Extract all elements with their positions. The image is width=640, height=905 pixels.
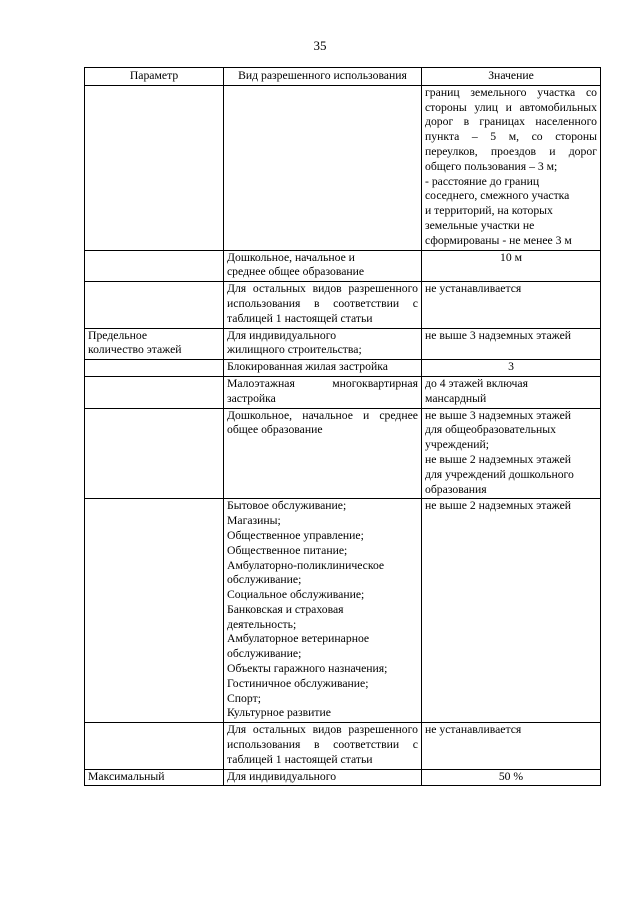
param-cell [85, 723, 224, 769]
value-text: границ земельного участка со стороны улиц и автомобильных дорог в границах населенного пункта – 5 м, со стороны переулков, проездов и дорог общего пользования – 3 м; [425, 85, 597, 173]
page-number: 35 [313, 38, 327, 53]
use-type-cell: Малоэтажная многоквартирная застройка [224, 376, 422, 408]
table-row [85, 499, 601, 723]
value-cell: до 4 этажей включая мансардный [422, 376, 601, 408]
table-row [85, 85, 601, 250]
use-type-cell: Для остальных видов разрешенного использования в соответствии с таблицей 1 настоящей статьи [224, 282, 422, 328]
use-type-cell: Для остальных видов разрешенного использования в соответствии с таблицей 1 настоящей статьи [224, 723, 422, 769]
param-cell: Максимальный [85, 769, 224, 786]
table-row [85, 376, 601, 408]
use-type-cell: Дошкольное, начальное и среднее общее образование [224, 250, 422, 282]
param-cell [85, 499, 224, 723]
header-use-type: Вид разрешенного использования [224, 68, 422, 86]
value-cell: не выше 3 надземных этажей для общеобразовательных учреждений; не выше 2 надземных этажей для учреждений дошкольного образования [422, 408, 601, 499]
value-cell: не устанавливается [422, 723, 601, 769]
use-type-cell: Для индивидуального жилищного строительства; [224, 328, 422, 360]
table-row [85, 723, 601, 769]
param-cell [85, 376, 224, 408]
value-cell: 50 % [422, 769, 601, 786]
table-row [85, 282, 601, 328]
regulations-table [84, 67, 601, 786]
header-param: Параметр [85, 68, 224, 86]
param-cell [85, 282, 224, 328]
use-type-cell: Для индивидуального [224, 769, 422, 786]
value-cell: 10 м [422, 250, 601, 282]
value-cell: 3 [422, 360, 601, 377]
value-text-continued: - расстояние до границ соседнего, смежного участка и территорий, на которых земельные участки не сформированы - не менее 3 м [425, 174, 572, 247]
use-type-cell: Бытовое обслуживание; Магазины; Общественное управление; Общественное питание; Амбулаторно-поликлиническое обслуживание; Социальное обслуживание; Банковская и страховая деятельность; Амбулаторное ветеринарное обслуживание; Объекты гаражного назначения; Гостиничное обслуживание; Спорт; Культурное развитие [224, 499, 422, 723]
value-cell [422, 85, 601, 250]
use-type-cell: Блокированная жилая застройка [224, 360, 422, 377]
use-type-cell [224, 85, 422, 250]
table-row [85, 360, 601, 377]
value-cell: не выше 3 надземных этажей [422, 328, 601, 360]
param-cell: Предельное количество этажей [85, 328, 224, 360]
param-cell [85, 408, 224, 499]
table-header-row [85, 68, 601, 86]
table-row [85, 408, 601, 499]
value-cell: не устанавливается [422, 282, 601, 328]
param-cell [85, 360, 224, 377]
header-value: Значение [422, 68, 601, 86]
use-type-cell: Дошкольное, начальное и среднее общее образование [224, 408, 422, 499]
param-cell [85, 85, 224, 250]
table-row [85, 250, 601, 282]
table-row [85, 328, 601, 360]
param-cell [85, 250, 224, 282]
table-row [85, 769, 601, 786]
value-cell: не выше 2 надземных этажей [422, 499, 601, 723]
